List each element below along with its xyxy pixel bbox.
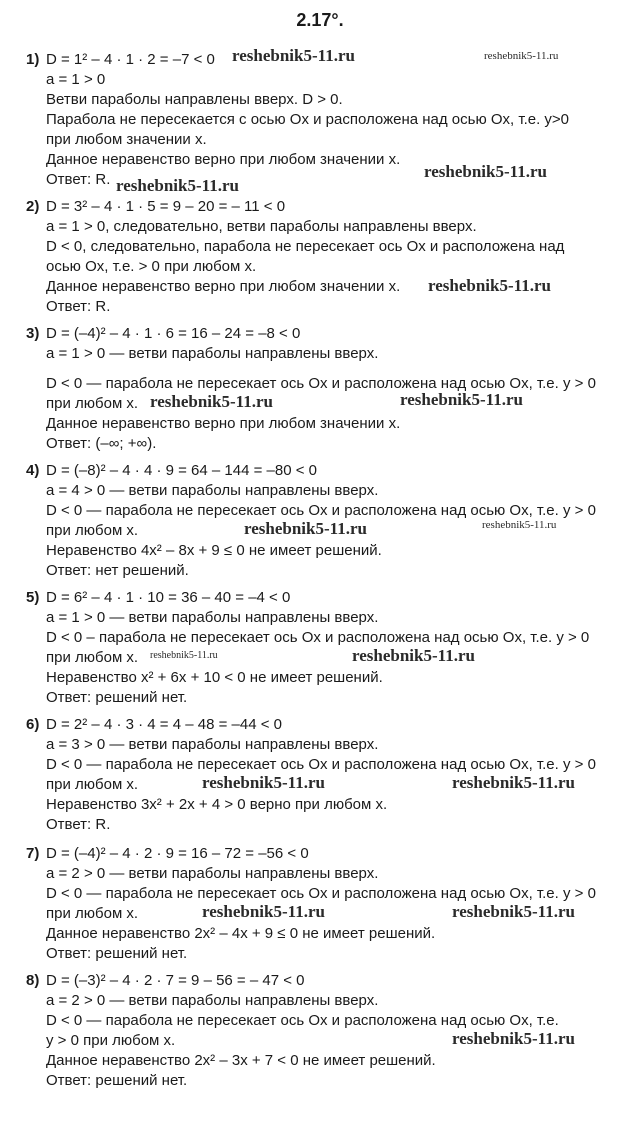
text-line: D < 0 – парабола не пересекает ось Ox и расположена над осью Ox, т.е. y > 0	[46, 629, 590, 646]
text-line: Ответ: (–∞; +∞).	[46, 435, 157, 452]
watermark: reshebnik5-11.ru	[400, 390, 523, 409]
text-line: a = 1 > 0 — ветви параболы направлены вверх.	[46, 345, 379, 362]
text-line: D = 1² – 4 · 1 · 2 = –7 < 0	[46, 51, 215, 68]
text-line: Ответ: R.	[46, 298, 111, 315]
watermark: reshebnik5-11.ru	[452, 773, 575, 792]
text-line: при любом значении x.	[46, 131, 207, 148]
text-line: a = 1 > 0 — ветви параболы направлены вверх.	[46, 609, 379, 626]
text-line: D = 2² – 4 · 3 · 4 = 4 – 48 = –44 < 0	[46, 716, 282, 733]
text-line: a = 1 > 0, следовательно, ветви параболы направлены вверх.	[46, 218, 477, 235]
watermark: reshebnik5-11.ru	[150, 392, 273, 411]
text-line: Неравенство x² + 6x + 10 < 0 не имеет решений.	[46, 669, 383, 686]
text-line: Данное неравенство 2x² – 4x + 9 ≤ 0 не имеет решений.	[46, 925, 436, 942]
text-line: при любом x.	[46, 905, 139, 922]
watermark: reshebnik5-11.ru	[452, 902, 575, 921]
item-number: 2)	[26, 198, 40, 215]
item-number: 3)	[26, 325, 40, 342]
watermark: reshebnik5-11.ru	[150, 650, 218, 661]
watermark: reshebnik5-11.ru	[482, 519, 557, 531]
watermark: reshebnik5-11.ru	[116, 176, 239, 195]
text-line: Ветви параболы направлены вверх. D > 0.	[46, 91, 343, 108]
text-line: Данное неравенство 2x² – 3x + 7 < 0 не имеет решений.	[46, 1052, 436, 1069]
text-line: Ответ: нет решений.	[46, 562, 189, 579]
watermark: reshebnik5-11.ru	[202, 773, 325, 792]
text-line: D = 3² – 4 · 1 · 5 = 9 – 20 = – 11 < 0	[46, 198, 286, 215]
text-line: Данное неравенство верно при любом значении x.	[46, 278, 401, 295]
text-line: Неравенство 4x² – 8x + 9 ≤ 0 не имеет решений.	[46, 542, 382, 559]
text-line: при любом x.	[46, 649, 139, 666]
text-line: Ответ: R.	[46, 816, 111, 833]
text-line: a = 2 > 0 — ветви параболы направлены вверх.	[46, 865, 379, 882]
text-line: D < 0 — парабола не пересекает ось Ox и расположена над осью Ox, т.е.	[46, 1012, 559, 1029]
item-number: 1)	[26, 51, 40, 68]
watermark: reshebnik5-11.ru	[244, 519, 367, 538]
text-line: y > 0 при любом x.	[46, 1032, 176, 1049]
text-line: Ответ: решений нет.	[46, 689, 188, 706]
text-line: D < 0, следовательно, парабола не пересекает ось Ox и расположена над	[46, 238, 565, 255]
text-line: Неравенство 3x² + 2x + 4 > 0 верно при любом x.	[46, 796, 388, 813]
text-line: D = (–4)² – 4 · 1 · 6 = 16 – 24 = –8 < 0	[46, 325, 301, 342]
item-number: 8)	[26, 972, 40, 989]
item-number: 4)	[26, 462, 40, 479]
text-line: D = 6² – 4 · 1 · 10 = 36 – 40 = –4 < 0	[46, 589, 291, 606]
text-line: Ответ: решений нет.	[46, 1072, 188, 1089]
watermark: reshebnik5-11.ru	[484, 50, 559, 62]
text-line: D < 0 — парабола не пересекает ось Ox и расположена над осью Ox, т.е. y > 0	[46, 756, 596, 773]
item-number: 6)	[26, 716, 40, 733]
text-line: D < 0 — парабола не пересекает ось Ox и расположена над осью Ox, т.е. y > 0	[46, 502, 596, 519]
text-line: Данное неравенство верно при любом значении x.	[46, 415, 401, 432]
text-line: Ответ: R.	[46, 171, 111, 188]
text-line: Данное неравенство верно при любом значении x.	[46, 151, 401, 168]
page-title: 2.17°.	[296, 10, 344, 30]
text-line: Парабола не пересекается с осью Ox и расположена над осью Ox, т.е. y>0	[46, 111, 570, 128]
watermark: reshebnik5-11.ru	[428, 276, 551, 295]
watermark: reshebnik5-11.ru	[424, 162, 547, 181]
item-number: 5)	[26, 589, 40, 606]
text-line: D = (–8)² – 4 · 4 · 9 = 64 – 144 = –80 < 0	[46, 462, 318, 479]
watermark: reshebnik5-11.ru	[452, 1029, 575, 1048]
text-line: при любом x.	[46, 395, 139, 412]
text-line: осью Ox, т.е. > 0 при любом x.	[46, 258, 257, 275]
watermark: reshebnik5-11.ru	[352, 646, 475, 665]
text-line: D = (–4)² – 4 · 2 · 9 = 16 – 72 = –56 < 0	[46, 845, 309, 862]
text-line: a = 3 > 0 — ветви параболы направлены вверх.	[46, 736, 379, 753]
text-line: при любом x.	[46, 776, 139, 793]
text-line: D = (–3)² – 4 · 2 · 7 = 9 – 56 = – 47 < 0	[46, 972, 305, 989]
text-line: a = 4 > 0 — ветви параболы направлены вверх.	[46, 482, 379, 499]
text-line: a = 2 > 0 — ветви параболы направлены вверх.	[46, 992, 379, 1009]
text-line: D < 0 — парабола не пересекает ось Ox и расположена над осью Ox, т.е. y > 0	[46, 375, 596, 392]
item-number: 7)	[26, 845, 40, 862]
text-line: a = 1 > 0	[46, 71, 106, 88]
text-line: D < 0 — парабола не пересекает ось Ox и расположена над осью Ox, т.е. y > 0	[46, 885, 596, 902]
text-line: Ответ: решений нет.	[46, 945, 188, 962]
watermark: reshebnik5-11.ru	[202, 902, 325, 921]
watermark: reshebnik5-11.ru	[232, 46, 355, 65]
text-line: при любом x.	[46, 522, 139, 539]
